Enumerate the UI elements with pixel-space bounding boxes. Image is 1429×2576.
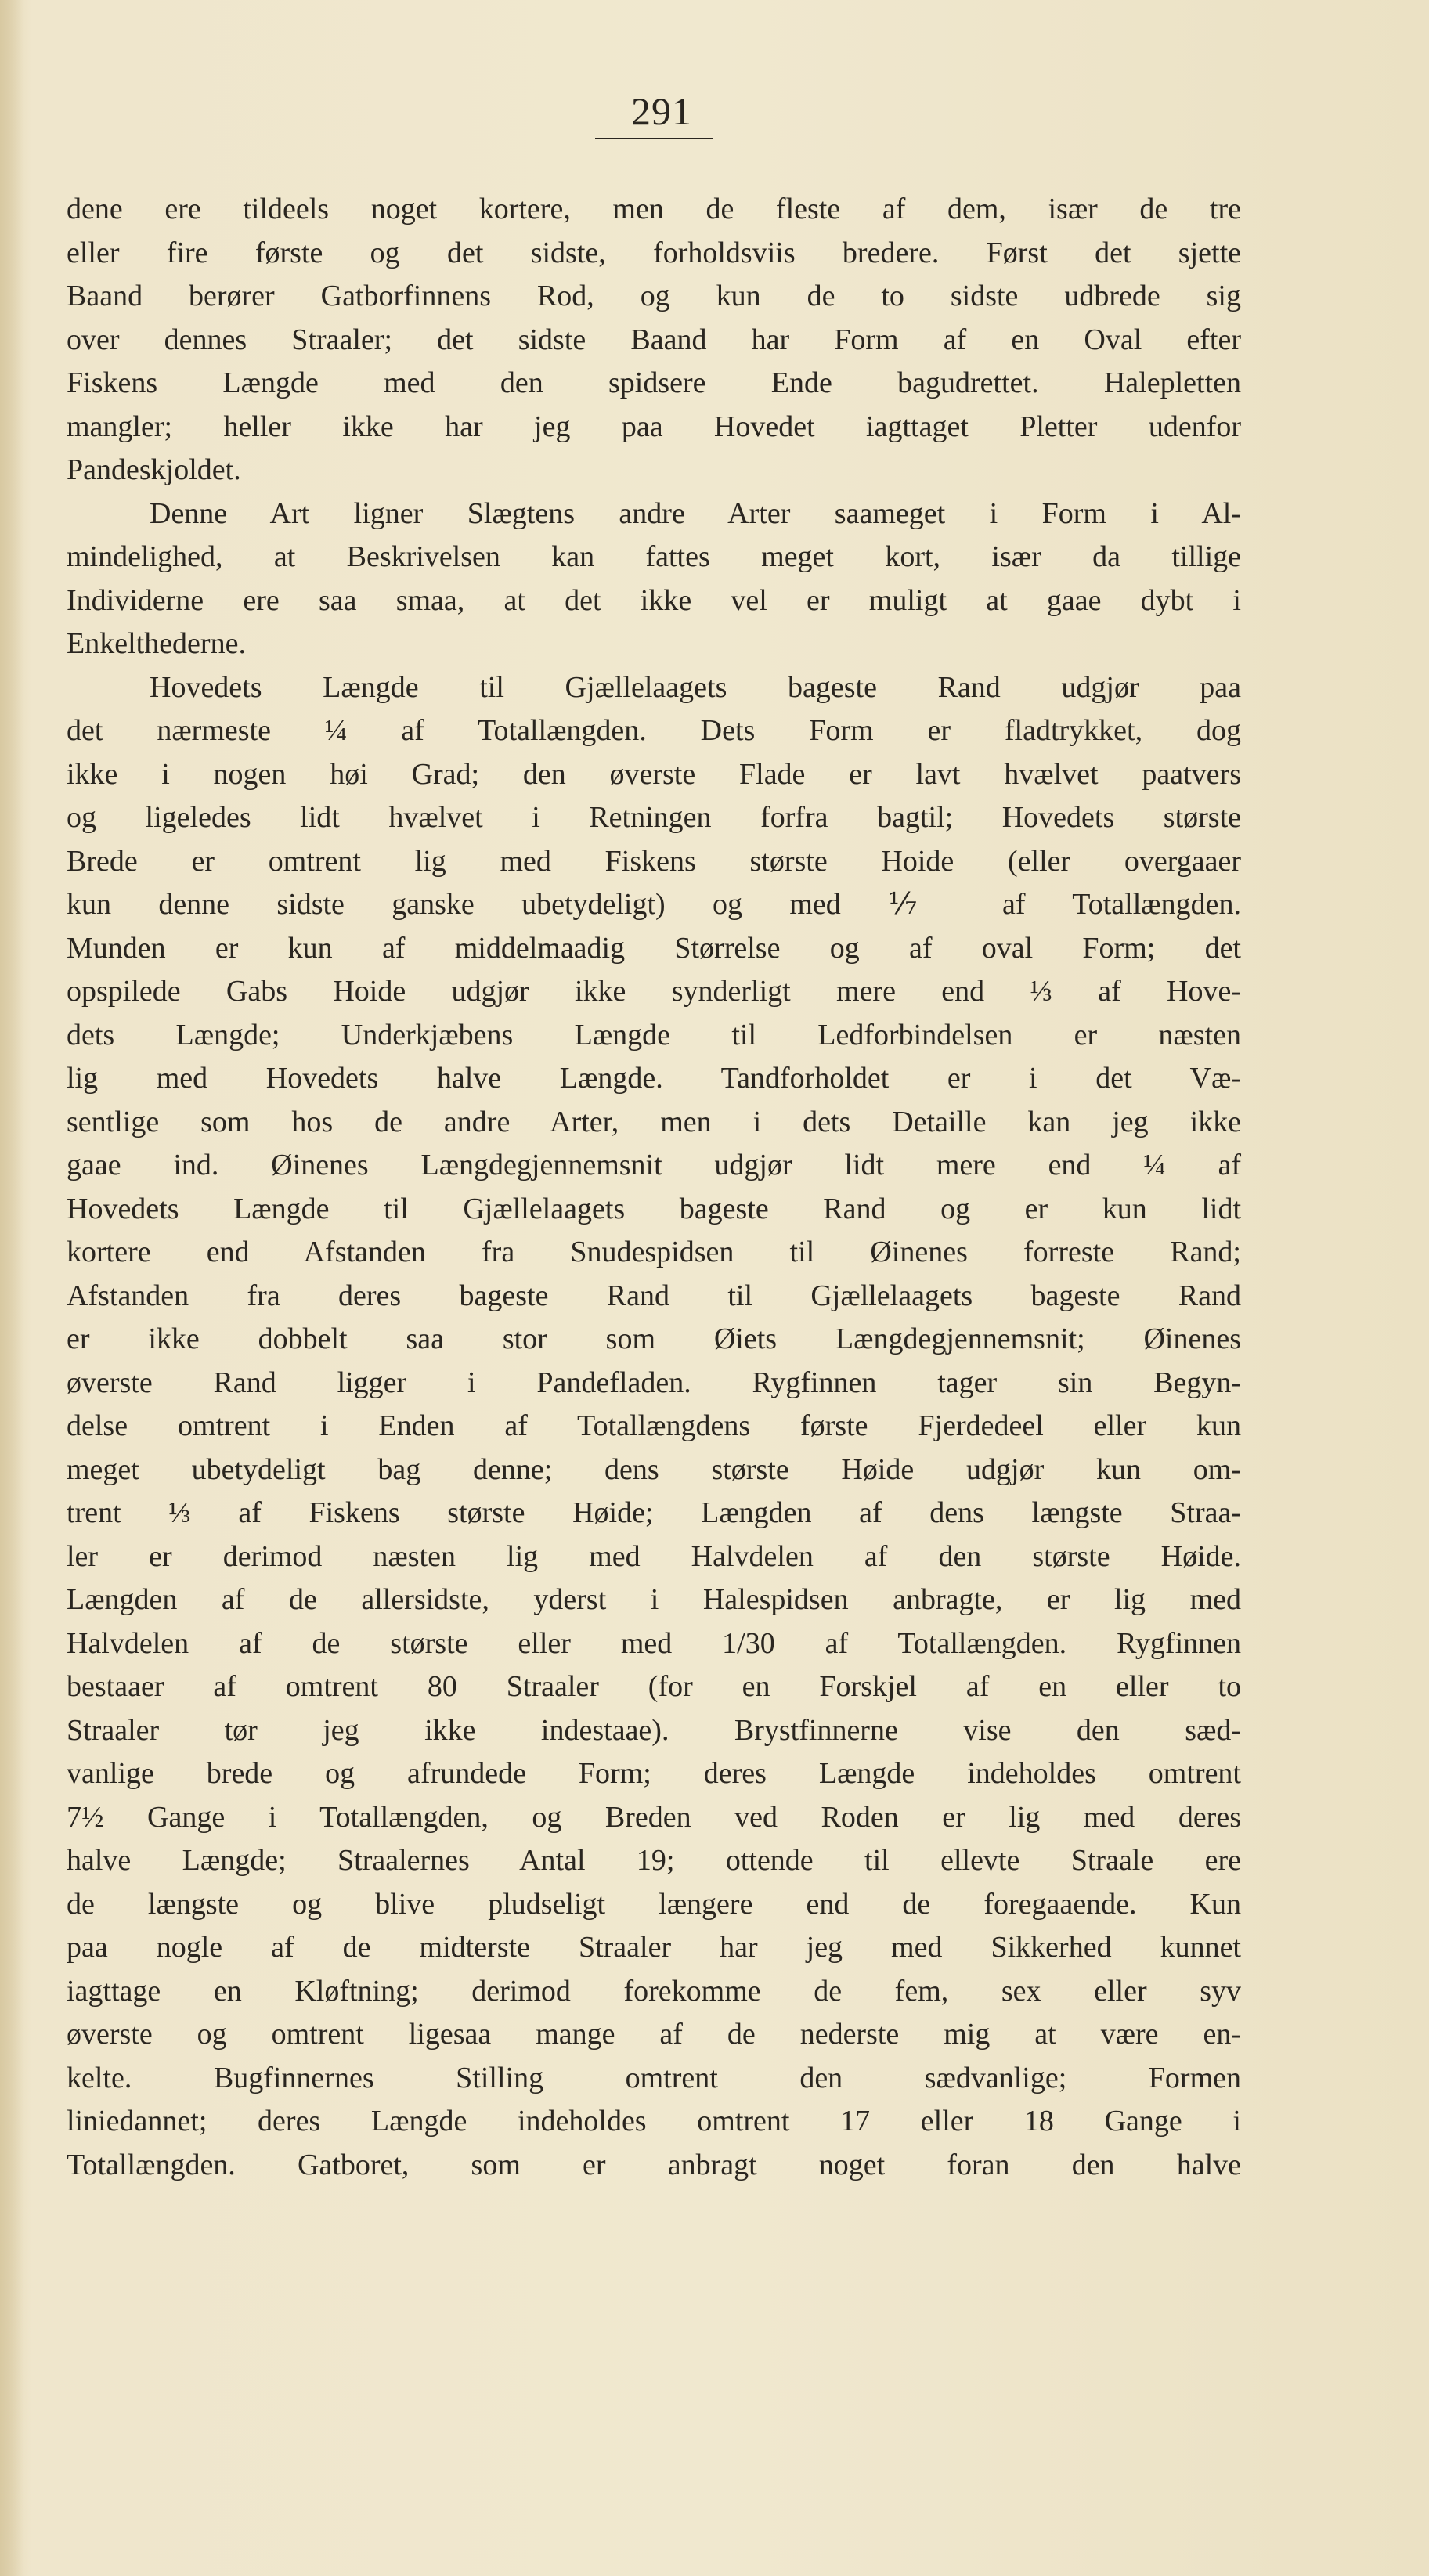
- page-number: 291: [631, 89, 692, 133]
- text-line: øverste Rand ligger i Pandefladen. Rygfinnen tager sin Begyn-: [67, 1366, 1241, 1399]
- text-line: Munden er kun af middelmaadig Størrelse og af oval Form; det: [67, 931, 1241, 965]
- text-line: er ikke dobbelt saa stor som Øiets Længdegjennemsnit; Øinenes: [67, 1322, 1241, 1355]
- text-line: meget ubetydeligt bag denne; dens største Høide udgjør kun om-: [67, 1452, 1241, 1486]
- text-line: trent ⅓ af Fiskens største Høide; Længden af dens længste Straa-: [67, 1496, 1241, 1529]
- text-line: Baand berører Gatborfinnens Rod, og kun de to sidste udbrede sig: [67, 280, 1241, 312]
- text-line: paa nogle af de midterste Straaler har jeg med Sikkerhed kunnet: [67, 1931, 1241, 1964]
- text-line: Halvdelen af de største eller med 1/30 af Totallængden. Rygfinnen: [67, 1626, 1241, 1660]
- text-line: Enkelthederne.: [67, 627, 246, 660]
- text-line: Fiskens Længde med den spidsere Ende bagudrettet. Halepletten: [67, 366, 1241, 399]
- text-line: mangler; heller ikke har jeg paa Hovedet iagttaget Pletter udenfor: [67, 409, 1241, 443]
- page-gutter-shadow: [0, 0, 23, 2576]
- text-line: ikke i nogen høi Grad; den øverste Flade er lavt hvælvet paatvers: [67, 757, 1241, 791]
- text-line: mindelighed, at Beskrivelsen kan fattes meget kort, især da tillige: [67, 540, 1241, 573]
- text-line: Afstanden fra deres bageste Rand til Gjællelaagets bageste Rand: [67, 1279, 1241, 1312]
- body-text: [67, 188, 1241, 2187]
- text-line: 7½ Gange i Totallængden, og Breden ved Roden er lig med deres: [67, 1800, 1241, 1834]
- text-line: ler er derimod næsten lig med Halvdelen af den største Høide.: [67, 1539, 1241, 1573]
- text-line: øverste og omtrent ligesaa mange af de nederste mig at være en-: [67, 2018, 1241, 2051]
- text-line: de længste og blive pludseligt længere end de foregaaende. Kun: [67, 1887, 1241, 1921]
- text-line: kelte. Bugfinnernes Stilling omtrent den sædvanlige; Formen: [67, 2061, 1241, 2094]
- text-line: Længden af de allersidste, yderst i Halespidsen anbragte, er lig med: [67, 1583, 1241, 1616]
- text-line: dene ere tildeels noget kortere, men de fleste af dem, især de tre: [67, 193, 1241, 225]
- text-line: dets Længde; Underkjæbens Længde til Ledforbindelsen er næsten: [67, 1018, 1241, 1052]
- text-line: Brede er omtrent lig med Fiskens største Hoide (eller overgaaer: [67, 844, 1241, 878]
- text-line: opspilede Gabs Hoide udgjør ikke synderligt mere end ⅓ af Hove-: [67, 975, 1241, 1008]
- paragraph-start-line: Denne Art ligner Slægtens andre Arter saameget i Form i Al-: [150, 496, 1241, 530]
- text-line: og ligeledes lidt hvælvet i Retningen forfra bagtil; Hovedets største: [67, 801, 1241, 834]
- text-line: iagttage en Kløftning; derimod forekomme de fem, sex eller syv: [67, 1974, 1241, 2008]
- text-line: gaae ind. Øinenes Længdegjennemsnit udgjør lidt mere end ¼ af: [67, 1149, 1241, 1182]
- text-line: Hovedets Længde til Gjællelaagets bageste Rand og er kun lidt: [67, 1192, 1241, 1225]
- paragraph-start-line: Hovedets Længde til Gjællelaagets bageste Rand udgjør paa: [150, 670, 1241, 704]
- text-line: lig med Hovedets halve Længde. Tandforholdet er i det Væ-: [67, 1062, 1241, 1095]
- text-line: bestaaer af omtrent 80 Straaler (for en Forskjel af en eller to: [67, 1670, 1241, 1703]
- text-line: halve Længde; Straalernes Antal 19; ottende til ellevte Straale ere: [67, 1844, 1241, 1877]
- text-line: liniedannet; deres Længde indeholdes omtrent 17 eller 18 Gange i: [67, 2105, 1241, 2138]
- text-line: kortere end Afstanden fra Snudespidsen til Øinenes forreste Rand;: [67, 1236, 1241, 1268]
- text-line: over dennes Straaler; det sidste Baand har Form af en Oval efter: [67, 323, 1241, 356]
- text-line: eller fire første og det sidste, forholdsviis bredere. Først det sjette: [67, 236, 1241, 269]
- text-line: Totallængden. Gatboret, som er anbragt noget foran den halve: [67, 2148, 1241, 2181]
- text-line: Individerne ere saa smaa, at det ikke vel er muligt at gaae dybt i: [67, 583, 1241, 617]
- text-line: vanlige brede og afrundede Form; deres Længde indeholdes omtrent: [67, 1757, 1241, 1790]
- text-line: kun denne sidste ganske ubetydeligt) og med ⅐ af Totallængden.: [67, 888, 1241, 921]
- text-line: sentlige som hos de andre Arter, men i dets Detaille kan jeg ikke: [67, 1105, 1241, 1138]
- text-line: Straaler tør jeg ikke indestaae). Brystfinnerne vise den sæd-: [67, 1713, 1241, 1747]
- page-number-rule: [595, 138, 713, 139]
- text-line: det nærmeste ¼ af Totallængden. Dets Form er fladtrykket, dog: [67, 714, 1241, 747]
- text-line: delse omtrent i Enden af Totallængdens første Fjerdedeel eller kun: [67, 1409, 1241, 1442]
- text-line: Pandeskjoldet.: [67, 453, 241, 486]
